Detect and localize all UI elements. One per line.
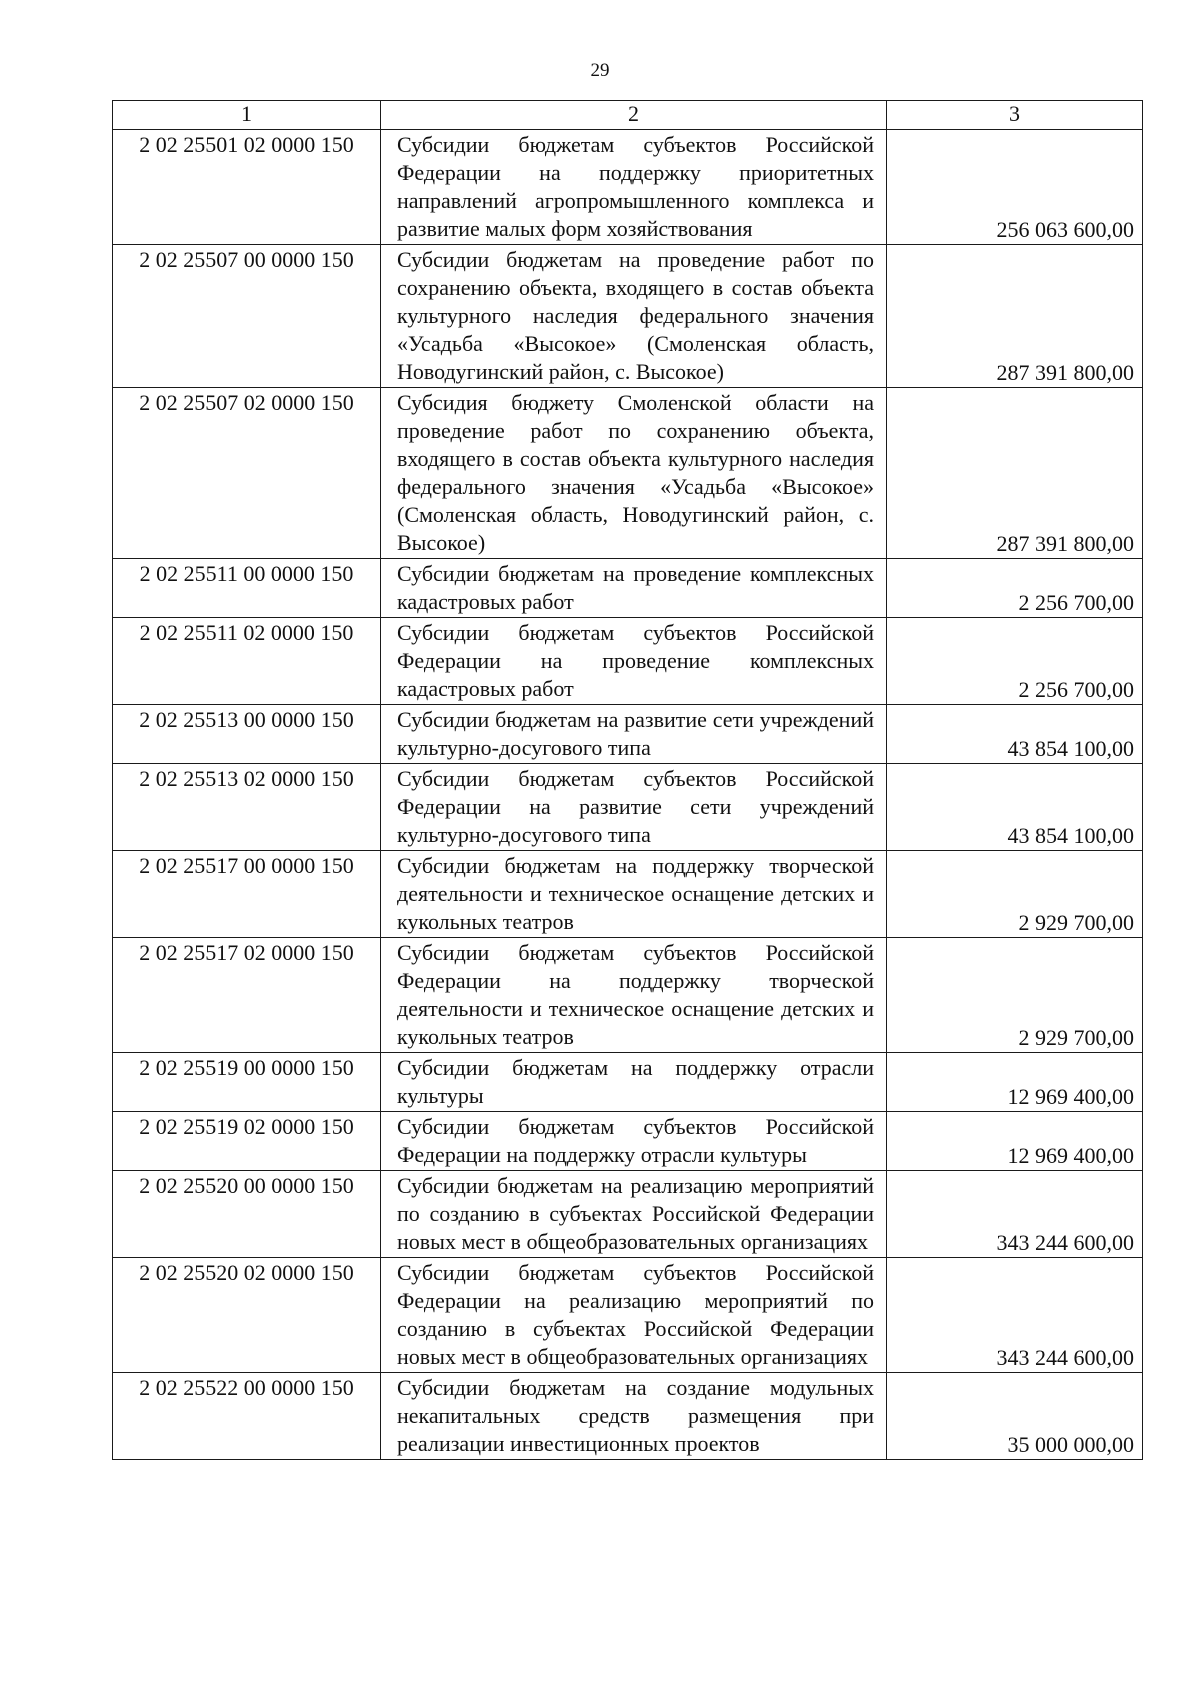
row-code-cell: 2 02 25522 00 0000 150: [113, 1373, 381, 1460]
row-description-cell: Субсидия бюджету Смоленской области на проведение работ по сохранению объекта, входящего в состав объекта культурного наследия федерального значения «Усадьба «Высокое» (Смоленская область, Новодугинский район, с. Высокое): [381, 388, 887, 559]
table-row: [113, 1171, 1143, 1258]
row-description-cell: Субсидии бюджетам на реализацию мероприятий по созданию в субъектах Российской Федерации новых мест в общеобразовательных организациях: [381, 1171, 887, 1258]
table-row: [113, 1373, 1143, 1460]
budget-table: [112, 100, 1143, 1460]
row-description-cell: Субсидии бюджетам на создание модульных некапитальных средств размещения при реализации инвестиционных проектов: [381, 1373, 887, 1460]
table-row: [113, 1258, 1143, 1373]
row-amount-cell: 287 391 800,00: [887, 388, 1143, 559]
row-code-cell: 2 02 25517 02 0000 150: [113, 938, 381, 1053]
header-row: [113, 101, 1143, 130]
column-header-code: 1: [113, 101, 381, 130]
row-code-cell: 2 02 25513 02 0000 150: [113, 764, 381, 851]
column-header-description: 2: [381, 101, 887, 130]
column-header-amount: 3: [887, 101, 1143, 130]
row-code-cell: 2 02 25519 00 0000 150: [113, 1053, 381, 1112]
row-amount-cell: 256 063 600,00: [887, 130, 1143, 245]
row-amount-cell: 35 000 000,00: [887, 1373, 1143, 1460]
row-amount-cell: 43 854 100,00: [887, 764, 1143, 851]
table-row: [113, 851, 1143, 938]
row-amount-cell: 343 244 600,00: [887, 1171, 1143, 1258]
table-row: [113, 245, 1143, 388]
row-amount-cell: 287 391 800,00: [887, 245, 1143, 388]
table-row: [113, 618, 1143, 705]
row-code-cell: 2 02 25513 00 0000 150: [113, 705, 381, 764]
table-row: [113, 705, 1143, 764]
row-code-cell: 2 02 25511 02 0000 150: [113, 618, 381, 705]
row-amount-cell: 43 854 100,00: [887, 705, 1143, 764]
row-description-cell: Субсидии бюджетам субъектов Российской Федерации на проведение комплексных кадастровых работ: [381, 618, 887, 705]
row-description-cell: Субсидии бюджетам на проведение комплексных кадастровых работ: [381, 559, 887, 618]
row-code-cell: 2 02 25501 02 0000 150: [113, 130, 381, 245]
row-code-cell: 2 02 25519 02 0000 150: [113, 1112, 381, 1171]
row-description-cell: Субсидии бюджетам на поддержку творческой деятельности и техническое оснащение детских и кукольных театров: [381, 851, 887, 938]
row-amount-cell: 12 969 400,00: [887, 1112, 1143, 1171]
row-code-cell: 2 02 25507 00 0000 150: [113, 245, 381, 388]
row-description-cell: Субсидии бюджетам на проведение работ по сохранению объекта, входящего в состав объекта культурного наследия федерального значения «Усадьба «Высокое» (Смоленская область, Новодугинский район, с. Высокое): [381, 245, 887, 388]
table-row: [113, 1112, 1143, 1171]
table-body: [113, 130, 1143, 1460]
table-row: [113, 130, 1143, 245]
row-amount-cell: 2 929 700,00: [887, 938, 1143, 1053]
table-row: [113, 388, 1143, 559]
table-row: [113, 1053, 1143, 1112]
row-description-cell: Субсидии бюджетам субъектов Российской Федерации на поддержку приоритетных направлений агропромышленного комплекса и развитие малых форм хозяйствования: [381, 130, 887, 245]
row-amount-cell: 12 969 400,00: [887, 1053, 1143, 1112]
row-amount-cell: 2 256 700,00: [887, 559, 1143, 618]
row-description-cell: Субсидии бюджетам субъектов Российской Федерации на реализацию мероприятий по созданию в субъектах Российской Федерации новых мест в общеобразовательных организациях: [381, 1258, 887, 1373]
row-code-cell: 2 02 25517 00 0000 150: [113, 851, 381, 938]
table-row: [113, 938, 1143, 1053]
row-code-cell: 2 02 25511 00 0000 150: [113, 559, 381, 618]
table-row: [113, 764, 1143, 851]
row-code-cell: 2 02 25507 02 0000 150: [113, 388, 381, 559]
row-amount-cell: 2 929 700,00: [887, 851, 1143, 938]
table-row: [113, 559, 1143, 618]
row-description-cell: Субсидии бюджетам на развитие сети учреждений культурно-досугового типа: [381, 705, 887, 764]
row-description-cell: Субсидии бюджетам субъектов Российской Федерации на развитие сети учреждений культурно-досугового типа: [381, 764, 887, 851]
row-amount-cell: 2 256 700,00: [887, 618, 1143, 705]
row-code-cell: 2 02 25520 02 0000 150: [113, 1258, 381, 1373]
row-code-cell: 2 02 25520 00 0000 150: [113, 1171, 381, 1258]
page-number: 29: [590, 60, 610, 81]
row-description-cell: Субсидии бюджетам на поддержку отрасли культуры: [381, 1053, 887, 1112]
row-amount-cell: 343 244 600,00: [887, 1258, 1143, 1373]
row-description-cell: Субсидии бюджетам субъектов Российской Федерации на поддержку отрасли культуры: [381, 1112, 887, 1171]
row-description-cell: Субсидии бюджетам субъектов Российской Федерации на поддержку творческой деятельности и техническое оснащение детских и кукольных театров: [381, 938, 887, 1053]
